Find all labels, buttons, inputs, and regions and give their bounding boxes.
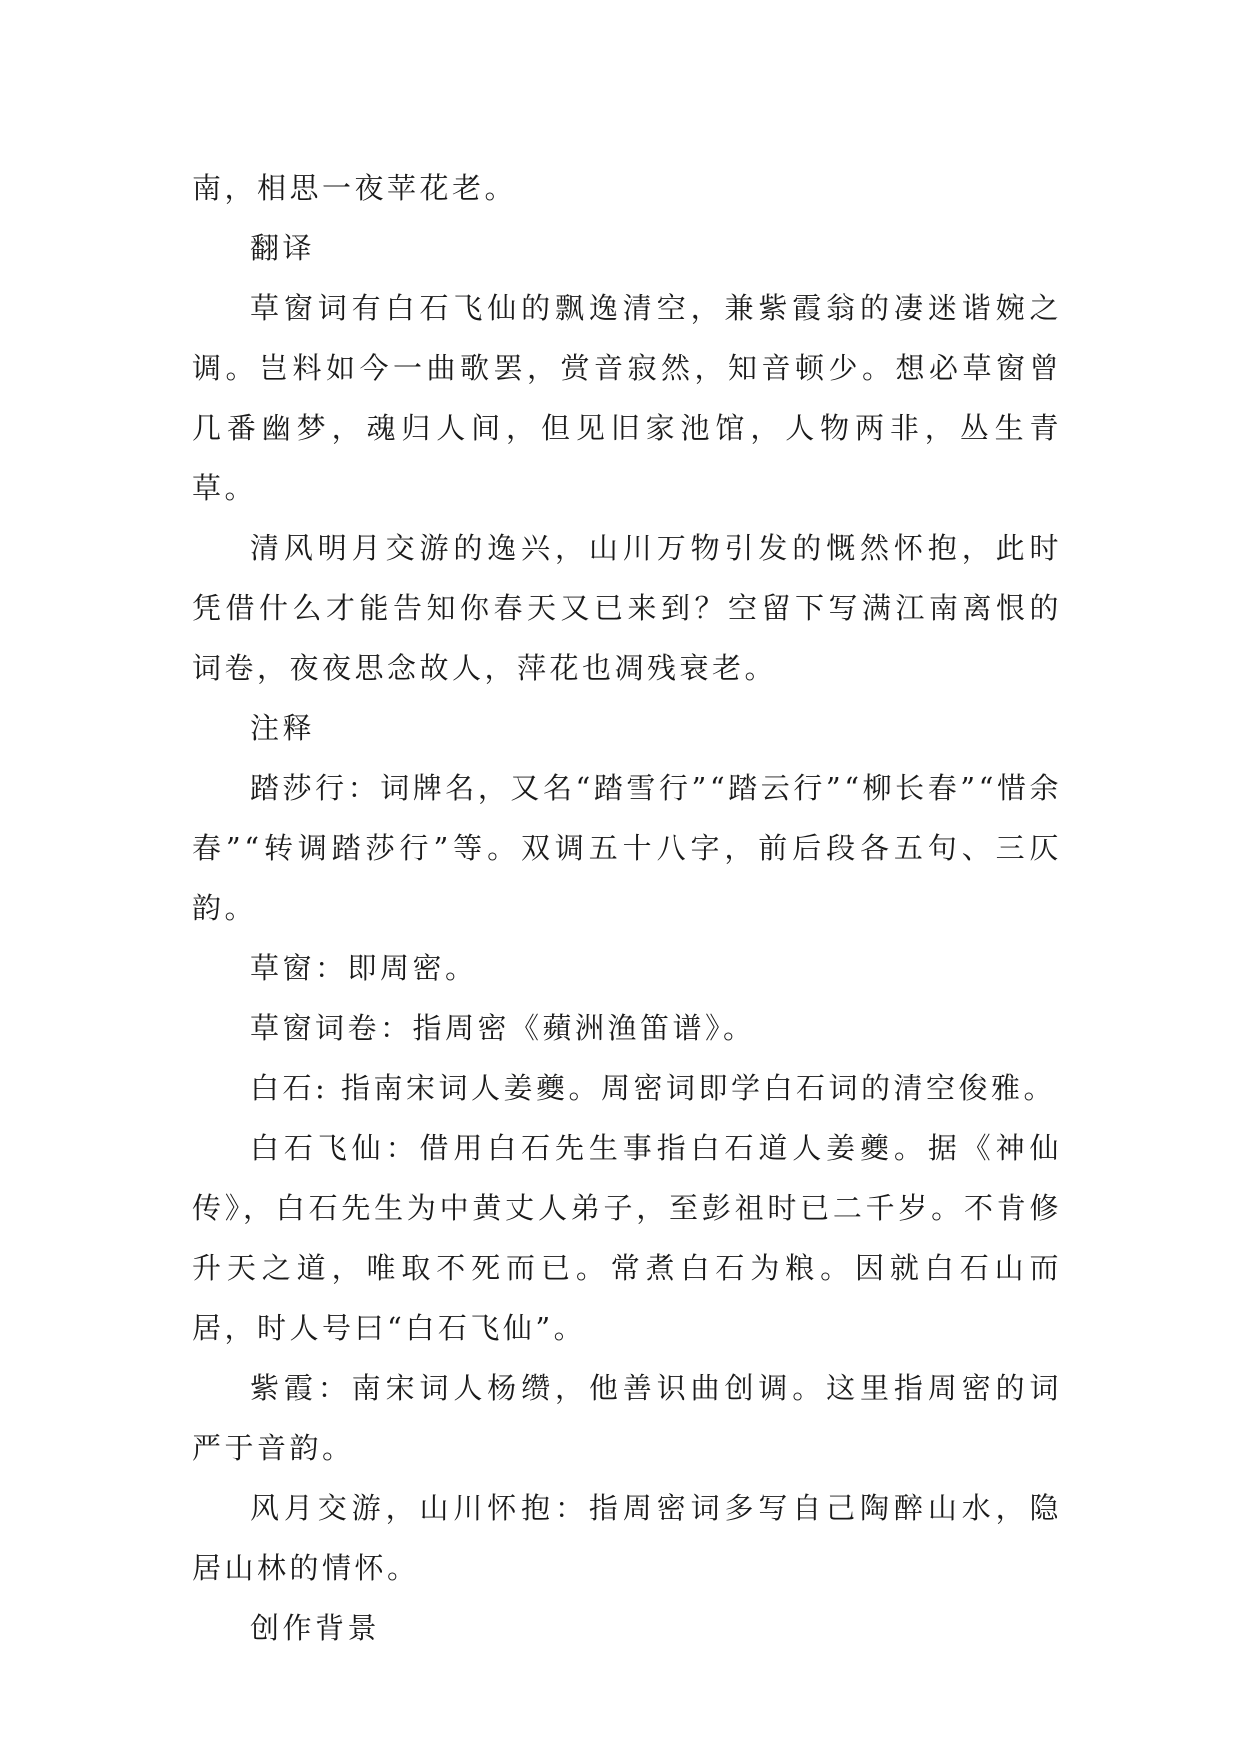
note-paragraph: 白石飞仙：借用白石先生事指白石道人姜夔。据《神仙传》，白石先生为中黄丈人弟子，至彭祖时已二千岁。不肯修升天之道，唯取不死而已。常煮白石为粮。因就白石山而居，时人号曰“白石飞仙”。	[192, 1131, 1062, 1345]
section-heading-notes: 注释	[250, 711, 316, 745]
note-paragraph: 草窗词卷：指周密《蘋洲渔笛谱》。	[250, 1011, 756, 1045]
translation-paragraph: 清风明月交游的逸兴，山川万物引发的慨然怀抱，此时凭借什么才能告知你春天又已来到？空留下写满江南离恨的词卷，夜夜思念故人，萍花也凋残衰老。	[192, 531, 1062, 685]
note-paragraph: 白石: 指南宋词人姜夔。周密词即学白石词的清空俊雅。	[250, 1071, 1056, 1105]
continued-paragraph: 南，相思一夜苹花老。	[192, 171, 518, 205]
translation-paragraph: 草窗词有白石飞仙的飘逸清空，兼紫霞翁的凄迷谐婉之调。岂料如今一曲歌罢，赏音寂然，知音顿少。想必草窗曾几番幽梦，魂归人间，但见旧家池馆，人物两非，丛生青草。	[192, 291, 1062, 505]
section-heading-translation: 翻译	[250, 231, 316, 265]
note-paragraph: 草窗：即周密。	[250, 951, 478, 985]
note-paragraph: 风月交游，山川怀抱：指周密词多写自己陶醉山水，隐居山林的情怀。	[192, 1491, 1062, 1585]
note-paragraph: 踏莎行：词牌名，又名“踏雪行”“踏云行”“柳长春”“惜余春”“转调踏莎行”等。双调五十八字，前后段各五句、三仄韵。	[192, 771, 1062, 925]
document-page	[192, 158, 1062, 1658]
note-paragraph: 紫霞：南宋词人杨缵，他善识曲创调。这里指周密的词严于音韵。	[192, 1371, 1062, 1465]
section-heading-background: 创作背景	[250, 1611, 381, 1645]
